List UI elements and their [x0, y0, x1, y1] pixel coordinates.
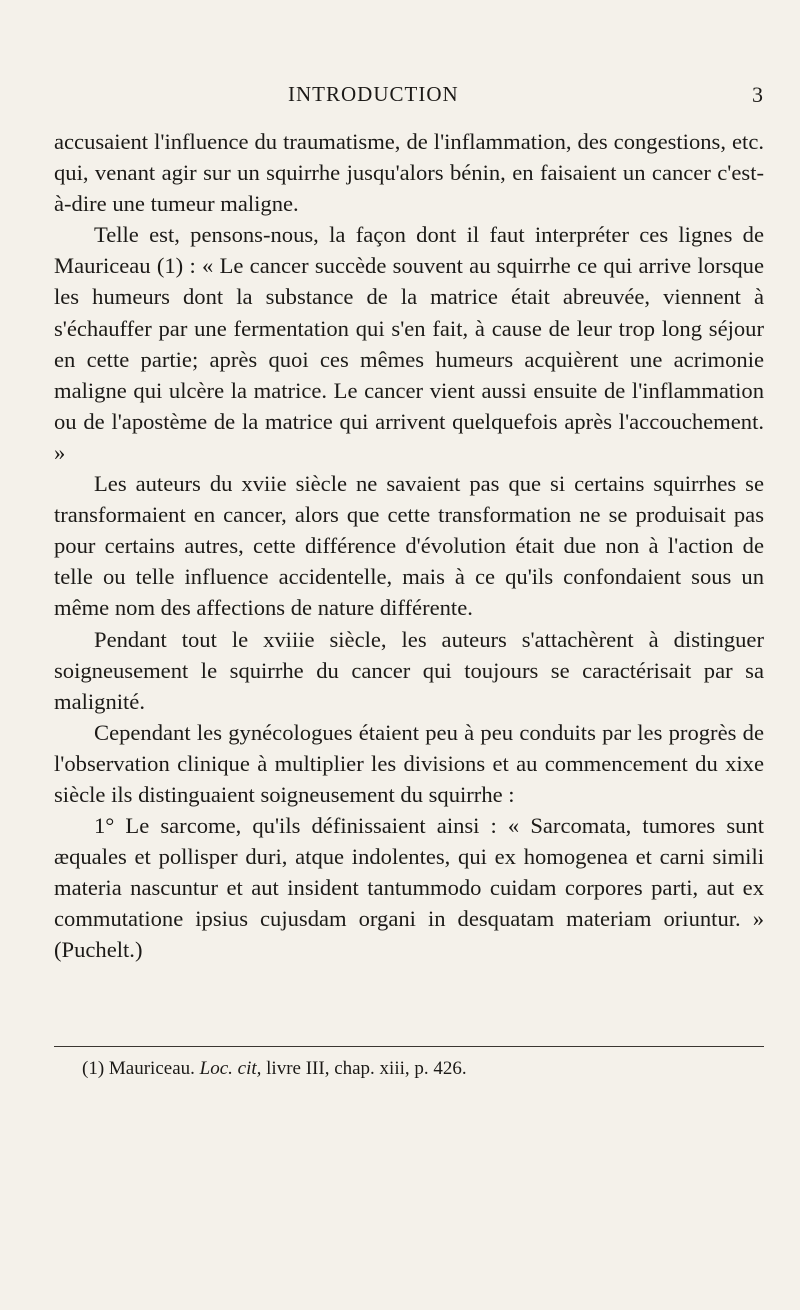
- paragraph-1: accusaient l'influence du traumatisme, de l'inflammation, des congestions, etc. qui, venant agir sur un squirrhe jusqu'alors bénin, en faisaient un cancer c'est-à-dire une tumeur maligne.: [54, 129, 764, 217]
- footnote-marker: (1): [82, 1058, 105, 1079]
- paragraph-4: Pendant tout le xviiie siècle, les auteurs s'attachèrent à distinguer soigneusement le squirrhe du cancer qui toujours se caractérisait par sa malignité.: [54, 626, 764, 714]
- page-number: 3: [752, 82, 763, 107]
- footnote: [82, 1058, 762, 1080]
- footnote-location: livre III, chap. xiii, p. 426.: [266, 1058, 467, 1079]
- paragraph-6: 1° Le sarcome, qu'ils définissaient ainsi : « Sarcomata, tumores sunt æquales et pollisper duri, atque indolentes, qui ex homogenea et carni simili materia nascuntur et aut insident tantummodo cuidam corpores parti, aut ex commutatione ipsius cujusdam organi in desquatam materiam oriuntur. » (Puchelt.): [54, 813, 764, 963]
- running-title: INTRODUCTION: [288, 82, 459, 106]
- footnote-reference: Loc. cit,: [199, 1058, 262, 1079]
- footnote-divider: [54, 1046, 764, 1047]
- page-body: [54, 126, 764, 966]
- paragraph-2: Telle est, pensons-nous, la façon dont il faut interpréter ces lignes de Mauriceau (1) : « Le cancer succède souvent au squirrhe ce qui arrive lorsque les humeurs dont la substance de la matrice était abreuvée, viennent à s'échauffer par une fermentation qui s'en fait, à cause de leur trop long séjour en cette partie; après quoi ces mêmes humeurs acquièrent une acrimonie maligne qui ulcère la matrice. Le cancer vient aussi ensuite de l'inflammation ou de l'apostème de la matrice qui arrivent quelquefois après l'accouchement. »: [54, 222, 764, 465]
- footnote-author: Mauriceau.: [108, 1058, 195, 1079]
- paragraph-5: Cependant les gynécologues étaient peu à peu conduits par les progrès de l'observation clinique à multiplier les divisions et au commencement du xixe siècle ils distinguaient soigneusement du squirrhe :: [54, 719, 764, 807]
- page-header: [0, 82, 800, 112]
- paragraph-3: Les auteurs du xviie siècle ne savaient pas que si certains squirrhes se transformaient en cancer, alors que cette transformation ne se produisait pas pour certains autres, cette différence d'évolution était due non à l'action de telle ou telle influence accidentelle, mais à ce qu'ils confondaient sous un même nom des affections de nature différente.: [54, 471, 764, 621]
